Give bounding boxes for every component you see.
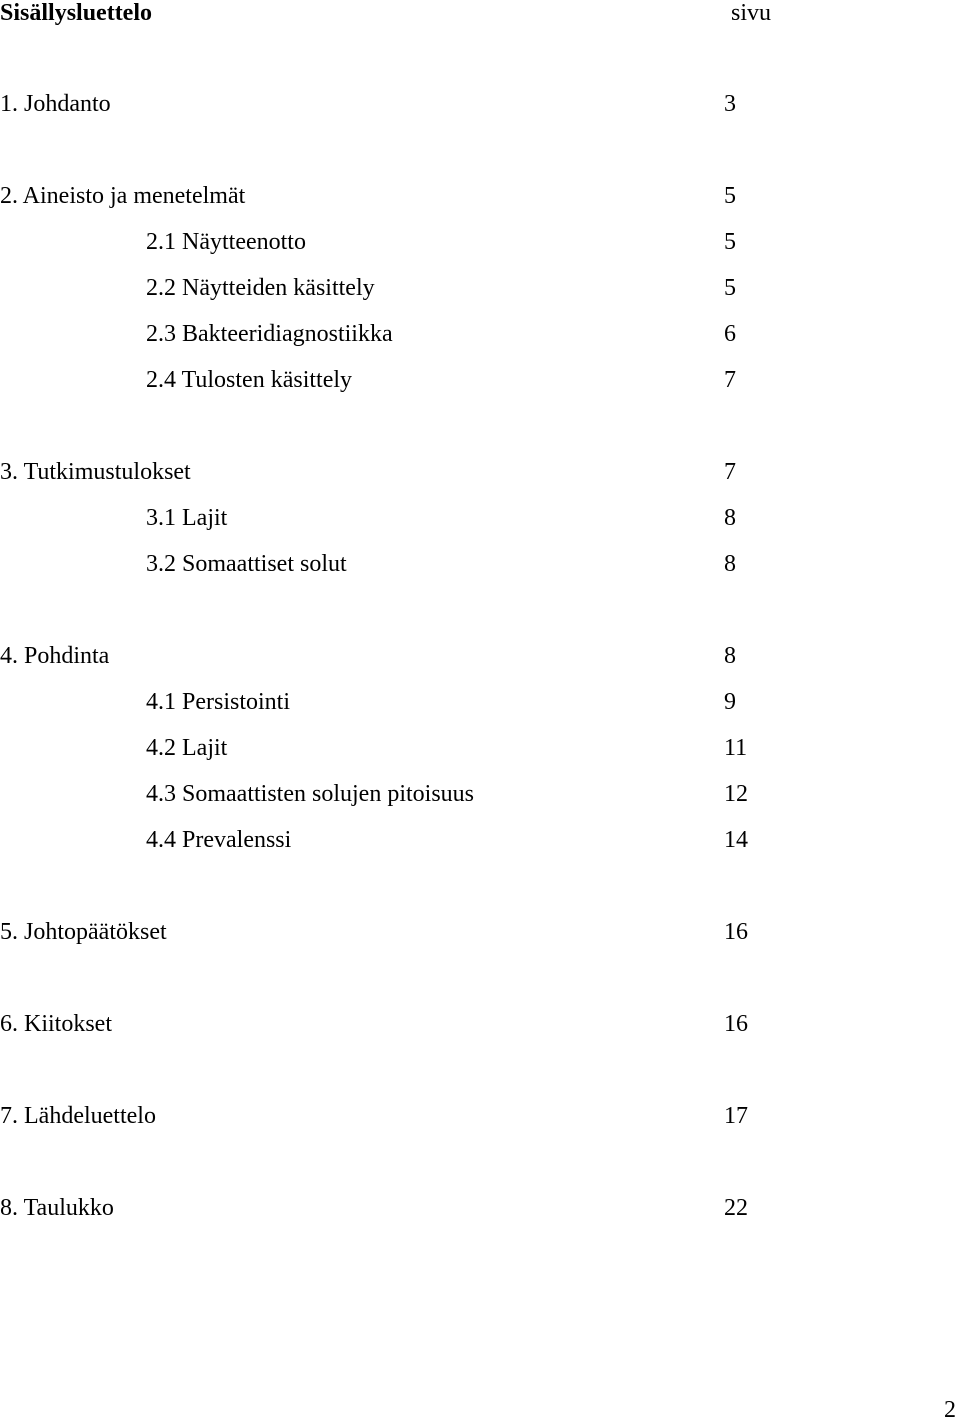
toc-entry	[0, 1009, 960, 1039]
toc-subentry	[0, 365, 960, 395]
toc-entry	[0, 641, 960, 671]
toc-entry-label: 1. Johdanto	[0, 91, 111, 117]
toc-entry-page: 6	[724, 321, 736, 347]
toc-entry-label: 4.2 Lajit	[146, 735, 228, 761]
toc-entry-page: 8	[724, 643, 736, 669]
toc-entry-label: 2. Aineisto ja menetelmät	[0, 183, 246, 209]
toc-entry-page: 5	[724, 275, 736, 301]
toc-entry-label: 8. Taulukko	[0, 1195, 114, 1221]
toc-entry-label: 3.2 Somaattiset solut	[146, 551, 347, 577]
page-column-label: sivu	[731, 0, 772, 26]
toc-subentry	[0, 779, 960, 809]
toc-entry-label: 4.4 Prevalenssi	[146, 827, 292, 853]
toc-entry-page: 11	[724, 735, 748, 761]
toc-entry-page: 5	[724, 183, 736, 209]
toc-entry	[0, 181, 960, 211]
toc-entry-label: 2.4 Tulosten käsittely	[146, 367, 353, 393]
toc-subentry	[0, 319, 960, 349]
toc-entry-page: 7	[724, 367, 736, 393]
toc-entry-label: 4.1 Persistointi	[146, 689, 291, 715]
toc-subentry	[0, 687, 960, 717]
toc-subentry	[0, 825, 960, 855]
toc-entry-page: 17	[724, 1103, 748, 1129]
toc-subentry	[0, 227, 960, 257]
toc-subentry	[0, 503, 960, 533]
toc-entry	[0, 917, 960, 947]
toc-entry-page: 8	[724, 505, 736, 531]
toc-entry	[0, 1193, 960, 1223]
toc-entry-page: 12	[724, 781, 748, 807]
toc-entry	[0, 89, 960, 119]
toc-subentry	[0, 549, 960, 579]
toc-entry-page: 8	[724, 551, 736, 577]
toc-entry-label: 2.2 Näytteiden käsittely	[146, 275, 375, 301]
toc-entry-label: 2.3 Bakteeridiagnostiikka	[146, 321, 393, 347]
toc-entry-label: 2.1 Näytteenotto	[146, 229, 306, 255]
toc-entry-page: 14	[724, 827, 748, 853]
toc-entry-label: 6. Kiitokset	[0, 1011, 112, 1037]
toc-entry-label: 4.3 Somaattisten solujen pitoisuus	[146, 781, 474, 807]
document-page-number: 2	[944, 1397, 956, 1423]
toc-entry-page: 16	[724, 919, 748, 945]
toc-header	[0, 0, 960, 28]
toc-entry-label: 5. Johtopäätökset	[0, 919, 167, 945]
toc-entry-label: 3. Tutkimustulokset	[0, 459, 191, 485]
toc-entry-page: 5	[724, 229, 736, 255]
toc-subentry	[0, 733, 960, 763]
toc-title: Sisällysluettelo	[0, 0, 153, 26]
toc-entry	[0, 457, 960, 487]
toc-subentry	[0, 273, 960, 303]
toc-entry-page: 9	[724, 689, 736, 715]
toc-entry-label: 7. Lähdeluettelo	[0, 1103, 156, 1129]
toc-entry-label: 4. Pohdinta	[0, 643, 110, 669]
toc-entry-page: 22	[724, 1195, 748, 1221]
toc-entry-label: 3.1 Lajit	[146, 505, 228, 531]
toc-entry-page: 7	[724, 459, 736, 485]
toc-entry-page: 3	[724, 91, 736, 117]
toc-entry	[0, 1101, 960, 1131]
toc-entry-page: 16	[724, 1011, 748, 1037]
